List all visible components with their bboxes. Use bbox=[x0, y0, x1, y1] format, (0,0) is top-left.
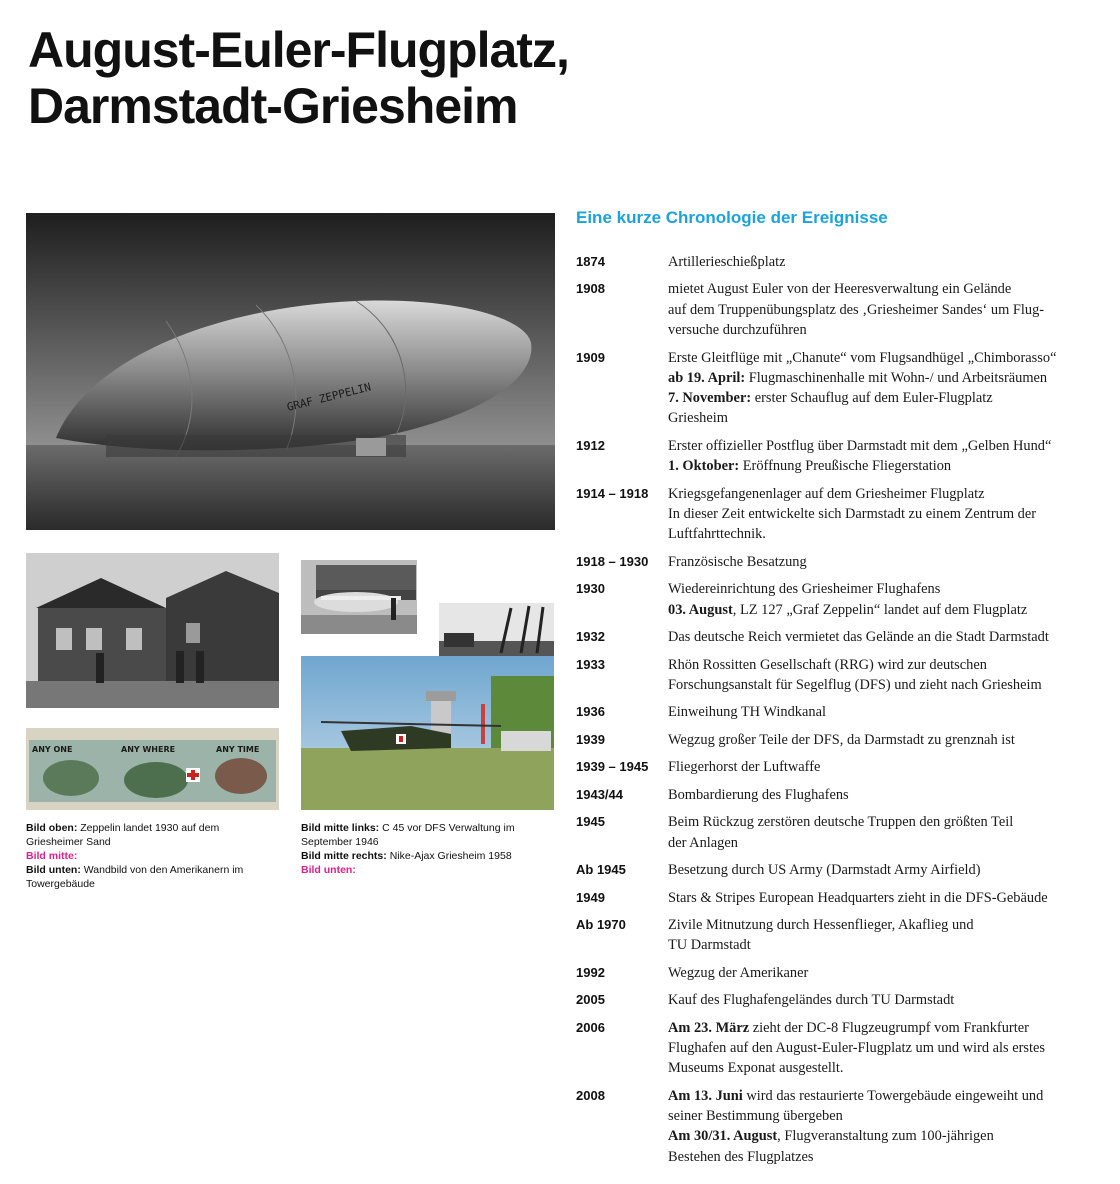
timeline-description bbox=[668, 279, 1106, 340]
caption-bild-mitte-rechts-text: Nike-Ajax Griesheim 1958 bbox=[389, 850, 512, 862]
timeline-year: 1992 bbox=[576, 964, 605, 980]
timeline-year: 2008 bbox=[576, 1087, 605, 1103]
caption-bild-oben-label: Bild oben: bbox=[26, 822, 78, 834]
timeline-date-highlight: Am 30/31. August bbox=[668, 1128, 778, 1145]
timeline-entry bbox=[576, 484, 1106, 545]
timeline-description bbox=[668, 812, 1106, 853]
timeline-description bbox=[668, 627, 1106, 647]
timeline-text: Fliegerhorst der Luftwaffe bbox=[668, 759, 821, 776]
timeline-description-line bbox=[668, 990, 1106, 1010]
timeline-description bbox=[668, 484, 1106, 545]
timeline-text: zieht der DC-8 Flugzeugrumpf vom Frankfurter bbox=[749, 1019, 1029, 1036]
timeline-text: Griesheim bbox=[668, 410, 728, 427]
timeline-year: 1918 – 1930 bbox=[576, 553, 649, 569]
timeline-text: In dieser Zeit entwickelte sich Darmstadt zu einem Zentrum der bbox=[668, 506, 1037, 523]
photo-mural bbox=[26, 728, 279, 810]
timeline-description bbox=[668, 730, 1106, 750]
timeline-year: 1939 – 1945 bbox=[576, 759, 649, 775]
timeline-text: Wegzug großer Teile der DFS, da Darmstadt zu grenznah ist bbox=[668, 731, 1015, 748]
caption-right bbox=[301, 821, 561, 877]
timeline-year: 1936 bbox=[576, 704, 605, 720]
timeline-description-line bbox=[668, 368, 1106, 388]
timeline-description bbox=[668, 963, 1106, 983]
timeline-description-line bbox=[668, 524, 1106, 544]
caption-bild-oben-text: Zeppelin landet 1930 auf dem bbox=[80, 822, 220, 834]
caption-bild-unten-label: Bild unten: bbox=[26, 864, 81, 876]
timeline-text: mietet August Euler von der Heeresverwaltung ein Gelände bbox=[668, 281, 1012, 298]
timeline-year: 1943/44 bbox=[576, 786, 623, 802]
timeline-description-line bbox=[668, 963, 1106, 983]
timeline-description-line bbox=[668, 935, 1106, 955]
page-title-line-2: Darmstadt-Griesheim bbox=[28, 78, 518, 134]
chronology-heading: Eine kurze Chronologie der Ereignisse bbox=[576, 208, 888, 227]
timeline-date-highlight: 7. November: bbox=[668, 390, 752, 407]
timeline-text: Flugmaschinenhalle mit Wohn-/ und Arbeitsräumen bbox=[745, 369, 1048, 386]
timeline-year: 1933 bbox=[576, 656, 605, 672]
timeline-description-line bbox=[668, 320, 1106, 340]
caption-bild-mitte-links-label: Bild mitte links: bbox=[301, 822, 380, 834]
timeline-text: Wiedereinrichtung des Griesheimer Flughafens bbox=[668, 581, 941, 598]
timeline-text: seiner Bestimmung übergeben bbox=[668, 1108, 843, 1125]
timeline-description bbox=[668, 785, 1106, 805]
mural-word-3: ANY TIME bbox=[216, 745, 260, 754]
timeline-entry bbox=[576, 1018, 1106, 1079]
timeline-description bbox=[668, 860, 1106, 880]
photo-zeppelin bbox=[26, 213, 555, 530]
timeline-description-line bbox=[668, 279, 1106, 299]
timeline-description bbox=[668, 888, 1106, 908]
timeline-text: Luftfahrttechnik. bbox=[668, 526, 766, 543]
caption-bild-mitte-links-text: C 45 vor DFS Verwaltung im bbox=[382, 822, 515, 834]
timeline-text: Museums Exponat ausgestellt. bbox=[668, 1060, 844, 1077]
timeline-description-line bbox=[668, 833, 1106, 853]
timeline-text: Erster offizieller Postflug über Darmstadt mit dem „Gelben Hund“ bbox=[668, 437, 1052, 454]
timeline-year: 2006 bbox=[576, 1019, 605, 1035]
timeline-entry bbox=[576, 730, 1106, 750]
timeline-description-line bbox=[668, 730, 1106, 750]
chronology-timeline bbox=[576, 252, 1106, 1174]
timeline-date-highlight: 1. Oktober: bbox=[668, 458, 740, 475]
timeline-entry bbox=[576, 812, 1106, 853]
caption-bild-unten-text-2: Towergebäude bbox=[26, 878, 95, 890]
caption-bild-mitte-links-text-2: September 1946 bbox=[301, 836, 379, 848]
caption-bild-unten-text: Wandbild von den Amerikanern im bbox=[83, 864, 244, 876]
timeline-text: der Anlagen bbox=[668, 834, 738, 851]
timeline-text: Kriegsgefangenenlager auf dem Griesheimer Flugplatz bbox=[668, 485, 985, 502]
timeline-description-line bbox=[668, 484, 1106, 504]
timeline-description bbox=[668, 1018, 1106, 1079]
timeline-entry bbox=[576, 279, 1106, 340]
timeline-entry bbox=[576, 348, 1106, 429]
timeline-description-line bbox=[668, 812, 1106, 832]
timeline-description-line bbox=[668, 1018, 1106, 1038]
timeline-text: wird das restaurierte Towergebäude eingeweiht und bbox=[742, 1087, 1044, 1104]
timeline-text: Besetzung durch US Army (Darmstadt Army Airfield) bbox=[668, 862, 981, 879]
timeline-description-line bbox=[668, 300, 1106, 320]
timeline-entry bbox=[576, 990, 1106, 1010]
timeline-description-line bbox=[668, 579, 1106, 599]
timeline-description-line bbox=[668, 1106, 1106, 1126]
timeline-description-line bbox=[668, 888, 1106, 908]
timeline-year: 1939 bbox=[576, 731, 605, 747]
timeline-entry bbox=[576, 785, 1106, 805]
timeline-text: erster Schauflug auf dem Euler-Flugplatz bbox=[751, 390, 993, 407]
timeline-description-line bbox=[668, 655, 1106, 675]
photo-nike-ajax bbox=[439, 603, 554, 656]
timeline-entry bbox=[576, 579, 1106, 620]
timeline-year: 1912 bbox=[576, 437, 605, 453]
zeppelin-hull-text: GRAF ZEPPELIN bbox=[285, 380, 373, 414]
timeline-text: Bestehen des Flugplatzes bbox=[668, 1148, 814, 1165]
timeline-text: versuche durchzuführen bbox=[668, 322, 807, 339]
timeline-year: 1932 bbox=[576, 629, 605, 645]
timeline-text: auf dem Truppenübungsplatz des ‚Griesheimer Sandes‘ um Flug- bbox=[668, 301, 1045, 318]
timeline-text: Zivile Mitnutzung durch Hessenflieger, Akaflieg und bbox=[668, 917, 974, 934]
mural-word-2: ANY WHERE bbox=[121, 745, 176, 754]
timeline-description bbox=[668, 915, 1106, 956]
timeline-text: Flughafen auf den August-Euler-Flugplatz um und wird als erstes bbox=[668, 1040, 1045, 1057]
timeline-date-highlight: ab 19. April: bbox=[668, 369, 746, 386]
timeline-text: Artillerieschießplatz bbox=[668, 254, 786, 270]
timeline-description-line bbox=[668, 1086, 1106, 1106]
timeline-description bbox=[668, 1086, 1106, 1167]
timeline-text: Forschungsanstalt für Segelflug (DFS) und zieht nach Griesheim bbox=[668, 676, 1042, 693]
timeline-text: Beim Rückzug zerstören deutsche Truppen den größten Teil bbox=[668, 814, 1014, 831]
timeline-description-line bbox=[668, 757, 1106, 777]
timeline-entry bbox=[576, 252, 1106, 272]
timeline-description-line bbox=[668, 600, 1106, 620]
timeline-entry bbox=[576, 757, 1106, 777]
timeline-description-line bbox=[668, 504, 1106, 524]
timeline-year: 1945 bbox=[576, 814, 605, 830]
timeline-date-highlight: 03. August bbox=[668, 601, 733, 618]
timeline-description bbox=[668, 757, 1106, 777]
timeline-description bbox=[668, 436, 1106, 477]
timeline-description-line bbox=[668, 436, 1106, 456]
timeline-description-line bbox=[668, 675, 1106, 695]
caption-bild-unten-label-right: Bild unten: bbox=[301, 864, 356, 876]
timeline-entry bbox=[576, 860, 1106, 880]
timeline-entry bbox=[576, 655, 1106, 696]
caption-bild-mitte-rechts-label: Bild mitte rechts: bbox=[301, 850, 387, 862]
timeline-description-line bbox=[668, 456, 1106, 476]
timeline-entry bbox=[576, 627, 1106, 647]
timeline-text: Französische Besatzung bbox=[668, 553, 807, 570]
timeline-year: 2005 bbox=[576, 992, 605, 1008]
timeline-text: , Flugveranstaltung zum 100-jährigen bbox=[777, 1128, 994, 1145]
timeline-entry bbox=[576, 436, 1106, 477]
timeline-description-line bbox=[668, 1147, 1106, 1167]
timeline-entry bbox=[576, 888, 1106, 908]
timeline-description bbox=[668, 702, 1106, 722]
timeline-text: Bombardierung des Flughafens bbox=[668, 786, 849, 803]
timeline-text: Rhön Rossitten Gesellschaft (RRG) wird zur deutschen bbox=[668, 656, 987, 673]
timeline-year: Ab 1945 bbox=[576, 862, 626, 878]
timeline-entry bbox=[576, 915, 1106, 956]
timeline-description-line bbox=[668, 1126, 1106, 1146]
timeline-entry bbox=[576, 1086, 1106, 1167]
caption-bild-mitte-label: Bild mitte: bbox=[26, 850, 78, 862]
timeline-text: , LZ 127 „Graf Zeppelin“ landet auf dem Flugplatz bbox=[732, 601, 1028, 618]
caption-left bbox=[26, 821, 286, 891]
timeline-year: 1908 bbox=[576, 281, 605, 297]
timeline-year: 1949 bbox=[576, 889, 605, 905]
timeline-entry bbox=[576, 552, 1106, 572]
timeline-year: 1914 – 1918 bbox=[576, 485, 649, 501]
timeline-description-line bbox=[668, 1038, 1106, 1058]
timeline-text: Wegzug der Amerikaner bbox=[668, 964, 809, 981]
timeline-description bbox=[668, 348, 1106, 429]
timeline-description-line bbox=[668, 785, 1106, 805]
timeline-description-line bbox=[668, 388, 1106, 408]
timeline-text: TU Darmstadt bbox=[668, 937, 751, 954]
timeline-description-line bbox=[668, 915, 1106, 935]
timeline-year: Ab 1970 bbox=[576, 917, 626, 933]
page-title bbox=[28, 22, 569, 134]
timeline-text: Eröffnung Preußische Fliegerstation bbox=[739, 458, 952, 475]
timeline-description-line bbox=[668, 627, 1106, 647]
timeline-description bbox=[668, 990, 1106, 1010]
timeline-date-highlight: Am 13. Juni bbox=[668, 1087, 743, 1104]
timeline-description-line bbox=[668, 348, 1106, 368]
mural-word-1: ANY ONE bbox=[32, 745, 73, 754]
timeline-text: Das deutsche Reich vermietet das Gelände an die Stadt Darmstadt bbox=[668, 629, 1049, 646]
caption-bild-oben-text-2: Griesheimer Sand bbox=[26, 836, 111, 848]
timeline-year: 1874 bbox=[576, 254, 605, 269]
photo-c45-aircraft bbox=[301, 560, 417, 634]
timeline-description-line bbox=[668, 552, 1106, 572]
timeline-text: Erste Gleitflüge mit „Chanute“ vom Flugsandhügel „Chimborasso“ bbox=[668, 349, 1057, 366]
timeline-year: 1930 bbox=[576, 581, 605, 597]
timeline-description bbox=[668, 655, 1106, 696]
photo-helicopter bbox=[301, 656, 554, 810]
photo-house bbox=[26, 553, 279, 708]
timeline-year: 1909 bbox=[576, 349, 605, 365]
timeline-description bbox=[668, 252, 1106, 272]
page-title-line-1: August-Euler-Flugplatz, bbox=[28, 22, 569, 78]
timeline-date-highlight: Am 23. März bbox=[668, 1019, 750, 1036]
timeline-text: Stars & Stripes European Headquarters zieht in die DFS-Gebäude bbox=[668, 889, 1048, 906]
timeline-entry bbox=[576, 702, 1106, 722]
timeline-description-line bbox=[668, 1058, 1106, 1078]
timeline-description bbox=[668, 552, 1106, 572]
timeline-description bbox=[668, 579, 1106, 620]
timeline-description-line bbox=[668, 702, 1106, 722]
timeline-description-line bbox=[668, 860, 1106, 880]
timeline-text: Kauf des Flughafengeländes durch TU Darmstadt bbox=[668, 992, 955, 1009]
timeline-entry bbox=[576, 963, 1106, 983]
timeline-description-line bbox=[668, 408, 1106, 428]
timeline-description-line bbox=[668, 252, 1106, 272]
timeline-text: Einweihung TH Windkanal bbox=[668, 704, 826, 721]
